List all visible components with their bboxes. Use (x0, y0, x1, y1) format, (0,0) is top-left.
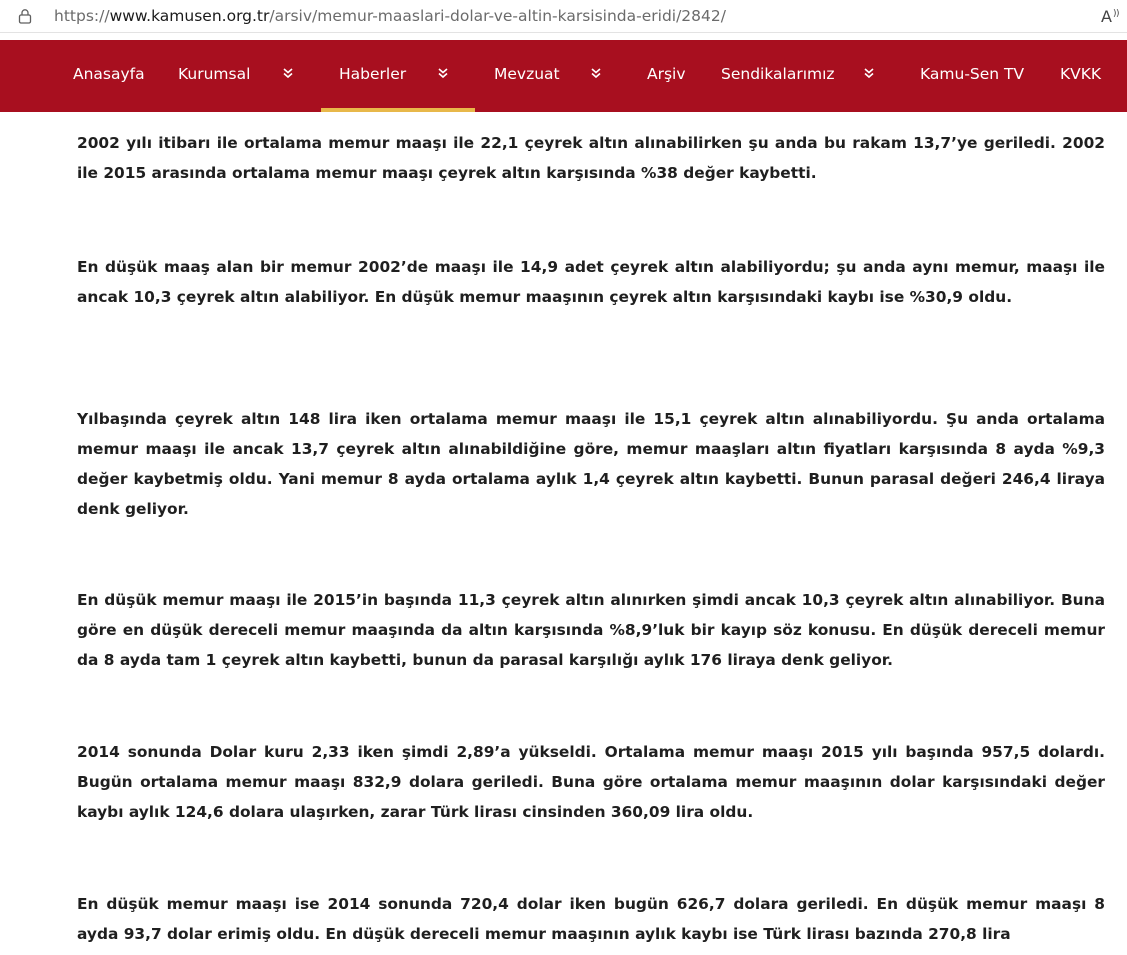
svg-text:A: A (1101, 7, 1112, 26)
nav-item-sendikalarimiz[interactable]: Sendikalarımız (721, 65, 835, 83)
nav-item-mevzuat[interactable]: Mevzuat (494, 65, 560, 83)
chevron-down-icon[interactable] (862, 66, 876, 80)
nav-item-kurumsal[interactable]: Kurumsal (178, 65, 251, 83)
svg-text:): ) (1116, 9, 1120, 19)
article-paragraph: Yılbaşında çeyrek altın 148 lira iken ortalama memur maaşı ile 15,1 çeyrek altın alınabiliyordu. Şu anda ortalama memur maaşı ile ancak 13,7 çeyrek altın alınabildiğine göre, memur maaşları altın fiyatları karşısında 8 ayda %9,3 değer kaybetmiş oldu. Yani memur 8 ayda ortalama aylık 1,4 çeyrek altın kaybetti. Bunun parasal değeri 246,4 liraya denk geliyor. (77, 410, 1105, 518)
browser-address-bar[interactable] (0, 0, 1127, 33)
chevron-down-icon[interactable] (281, 66, 295, 80)
nav-item-anasayfa[interactable]: Anasayfa (73, 65, 145, 83)
url-text[interactable] (54, 7, 726, 25)
nav-item-arsiv[interactable]: Arşiv (647, 65, 686, 83)
chevron-down-icon[interactable] (436, 66, 450, 80)
url-domain: www.kamusen.org.tr (109, 7, 270, 25)
chevron-down-icon[interactable] (589, 66, 603, 80)
active-nav-indicator (321, 108, 475, 112)
url-scheme: https:// (54, 7, 110, 25)
nav-item-haberler[interactable]: Haberler (339, 65, 407, 83)
article-paragraph: En düşük memur maaşı ise 2014 sonunda 720,4 dolar iken bugün 626,7 dolara geriledi. En düşük memur maaşı 8 ayda 93,7 dolar erimiş oldu. En düşük dereceli memur maaşının aylık kaybı ise Türk lirası bazında 270,8 lira (77, 895, 1105, 943)
article-paragraph: 2014 sonunda Dolar kuru 2,33 iken şimdi 2,89’a yükseldi. Ortalama memur maaşı 2015 yılı başında 957,5 dolardı. Bugün ortalama memur maaşı 832,9 dolara geriledi. Buna göre ortalama memur maaşının dolar karşısındaki değer kaybı aylık 124,6 dolara ulaşırken, zarar Türk lirası cinsinden 360,09 lira oldu. (77, 743, 1105, 821)
article-paragraph: En düşük maaş alan bir memur 2002’de maaşı ile 14,9 adet çeyrek altın alabiliyordu; şu anda aynı memur, maaşı ile ancak 10,3 çeyrek altın alabiliyor. En düşük memur maaşının çeyrek altın karşısındaki kaybı ise %30,9 oldu. (77, 258, 1105, 306)
article-paragraph: 2002 yılı itibarı ile ortalama memur maaşı ile 22,1 çeyrek altın alınabilirken şu anda bu rakam 13,7’ye geriledi. 2002 ile 2015 arasında ortalama memur maaşı çeyrek altın karşısında %38 değer kaybetti. (77, 134, 1105, 182)
svg-text:): ) (1113, 9, 1117, 19)
url-path: /arsiv/memur-maaslari-dolar-ve-altin-karsisinda-eridi/2842/ (269, 7, 726, 25)
reader-mode-icon[interactable] (1101, 6, 1123, 26)
article-paragraph: En düşük memur maaşı ile 2015’in başında 11,3 çeyrek altın alınırken şimdi ancak 10,3 çeyrek altın alınabiliyor. Buna göre en düşük dereceli memur maaşında da altın karşısında %8,9’luk bir kayıp söz konusu. En düşük dereceli memur da 8 ayda tam 1 çeyrek altın kaybetti, bunun da parasal karşılığı aylık 176 liraya denk geliyor. (77, 591, 1105, 669)
nav-item-kvkk[interactable]: KVKK (1060, 65, 1102, 83)
nav-item-kamu-sen-tv[interactable]: Kamu-Sen TV (920, 65, 1025, 83)
lock-icon[interactable] (17, 8, 33, 24)
main-navigation (0, 40, 1127, 112)
